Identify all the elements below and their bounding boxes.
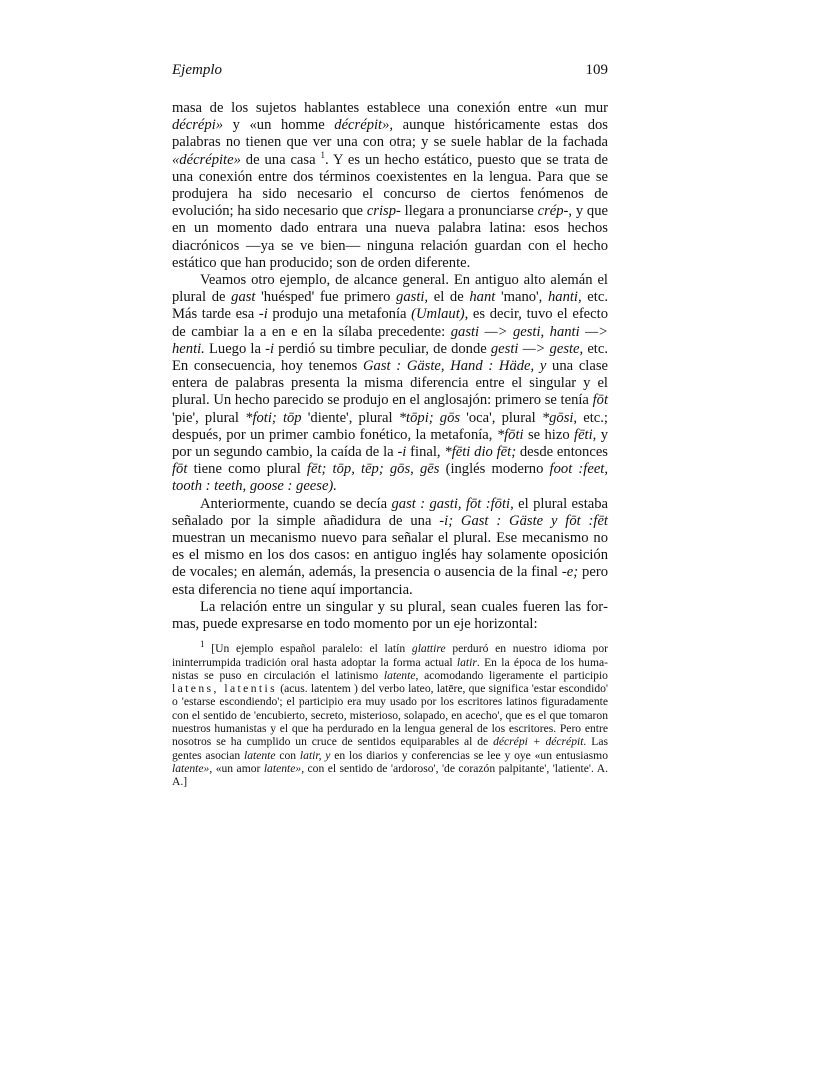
italic-term: fōt: [592, 392, 608, 409]
italic-term: foot :feet, tooth : teeth, goose : geese).: [172, 461, 608, 495]
italic-term: fōt: [172, 461, 188, 478]
italic-term: Gast : Gäste, Hand : Häde, y: [362, 358, 547, 375]
text: 'mano',: [495, 289, 548, 306]
running-title: Ejemplo: [172, 62, 222, 78]
spaced-term: latens, latentis: [172, 682, 278, 696]
italic-term: crisp-: [366, 203, 401, 220]
text: 'pie', plural: [172, 409, 246, 426]
italic-term: *foti; tōp: [245, 409, 302, 426]
text: en los diarios y conferencias se lee y oye «un entusiasmo: [330, 748, 608, 762]
text: final,: [406, 444, 445, 461]
text: masa de los sujetos hablantes establece una conexión entre «un mur: [172, 100, 608, 116]
text: Veamos otro ejemplo, de alcance general. En antiguo alto alemán el plural de: [172, 272, 608, 306]
italic-term: gasti,: [396, 289, 429, 306]
paragraph-4: [172, 599, 608, 633]
italic-term: décrépi + décrépit.: [493, 735, 587, 749]
text: una clase entera de palabras presenta la misma diferencia entre el singular y el plural. Un hecho parecido se produjo en el anglosajón: primero se tenía: [172, 358, 609, 409]
italic-term: latente: [244, 748, 276, 762]
italic-term: décrépit»,: [334, 117, 394, 134]
text: se hizo: [523, 426, 575, 443]
italic-term: latente: [383, 668, 416, 682]
text: La relación entre un singular y su plural, sean cuales fueren las formas, puede expresarse en todo momento por un eje horizontal:: [172, 598, 608, 633]
text: es decir, tuvo el efecto de cambiar la a en e en la sílaba precedente:: [172, 306, 608, 340]
text: de una casa: [240, 151, 321, 168]
text: , con el sentido de 'ardoroso', 'de corazón palpitante', 'latiente'. A. A.]: [172, 761, 608, 789]
text: el plural estaba señalado por la simple añadidura de una: [172, 495, 609, 529]
italic-term: -e;: [561, 564, 579, 581]
italic-term: gasti —> gesti, hanti —> henti.: [172, 323, 608, 357]
italic-term: latir, y: [299, 748, 331, 762]
italic-term: -i: [258, 306, 268, 323]
text: etc. En consecuencia, hoy tenemos: [172, 340, 608, 375]
body-text: [172, 100, 608, 633]
footnote-1: [172, 639, 609, 789]
page-number: 109: [585, 62, 608, 78]
text: con: [275, 748, 300, 762]
text: aunque históricamente estas dos palabras no tienen que ver una con otra; y se suele hablar de la fachada: [172, 117, 608, 151]
text: , acomodando ligeramente el participio: [415, 668, 608, 682]
text: . Y es un hecho estático, puesto que se trata de una conexión entre dos términos coexistentes en la lengua. Para que se produjera ha sido necesario el concurso de ciertos fenómenos de evolución; ha sido necesario que: [172, 151, 608, 220]
footnote-reference[interactable]: 1: [320, 149, 325, 160]
text: perdió su timbre peculiar, de donde: [274, 340, 491, 357]
text: , y por un segundo cambio, la caída de la: [172, 426, 608, 461]
italic-term: hant: [469, 289, 496, 306]
text: el de: [428, 289, 470, 306]
text: (inglés moderno: [439, 461, 550, 478]
text: muestran un mecanismo nuevo para señalar el plural. Ese mecanismo no es el mismo en los dos casos: en antiguo inglés hay solamente oposición de vocales; en alemán, además, la presencia o ausencia de la final: [172, 530, 608, 581]
italic-term: *tōpi; gōs: [398, 409, 461, 426]
italic-term: fēti: [574, 426, 593, 443]
text: 'huésped' fue primero: [255, 289, 397, 306]
text: 'oca', plural: [460, 409, 542, 426]
book-page: [172, 62, 608, 789]
text: Las gentes asocian: [172, 735, 608, 762]
paragraph-1: [172, 100, 608, 272]
text: , «un amor: [209, 761, 264, 775]
italic-term: «décrépite»: [172, 151, 241, 168]
text: , y que en un momento dado entrara una nueva palabra latina: esos hechos diacrónicos —ya se ve bien— ninguna relación guardan con el hecho estático que han producido; son de orden diferente.: [172, 203, 608, 271]
italic-term: -i; Gast : Gäste y fōt :fēt: [439, 512, 608, 529]
text: tiene como plural: [187, 461, 307, 478]
italic-term: crép-: [537, 203, 569, 220]
text: Luego la: [204, 340, 266, 357]
italic-term: *gōsi,: [541, 409, 578, 426]
text: . En la época de los humanistas se puso en circulación el latinismo: [172, 655, 608, 682]
text: Anteriormente, cuando se decía: [200, 495, 392, 512]
running-head: [172, 62, 608, 84]
text: etc.; después, por un primer cambio fonético, la metafonía,: [172, 409, 608, 443]
italic-term: latir: [456, 655, 477, 669]
text: llegara a pronunciarse: [400, 203, 538, 220]
italic-term: *fōti: [496, 426, 524, 443]
paragraph-2: [172, 272, 608, 496]
footnote-marker: 1: [200, 639, 205, 650]
footnote: [172, 639, 609, 789]
paragraph-3: [172, 496, 608, 599]
italic-term: gast : gasti, fōt :fōti,: [391, 495, 514, 512]
text: y «un homme: [223, 117, 335, 134]
italic-term: fēt; tōp, tēp; gōs, gēs: [306, 461, 440, 478]
italic-term: -i: [265, 340, 275, 357]
italic-term: latente»: [172, 761, 210, 775]
text: desde entonces: [516, 444, 608, 461]
italic-term: décrépi»: [172, 117, 224, 134]
italic-term: (Umlaut),: [411, 306, 469, 323]
italic-term: gast: [231, 289, 256, 306]
italic-term: hanti,: [547, 289, 582, 306]
text: [Un ejemplo español paralelo: el latín: [204, 642, 412, 656]
text: (acus. latentem ) del verbo lateo, latēre, que significa 'estar escondido' o 'estarse escondiendo'; el participio era muy usado por los escritores latinos figuradamente con el sentido de 'encubierto, secreto, misterioso, solapado, en acecho', que es el que tomaron nuestros humanistas y el que ha perdurado en la lengua general de los escritores. Pero entre nosotros se ha cumplido un cruce de sentidos equiparables al de: [172, 682, 608, 749]
text: pero esta diferencia no tiene aquí importancia.: [172, 564, 608, 598]
text: perduró en nuestro idioma por ininterrumpida tradición oral hasta adoptar la forma actual: [172, 642, 609, 669]
italic-term: glattire: [411, 642, 446, 656]
text: 'diente', plural: [301, 409, 399, 426]
italic-term: gesti —> geste,: [490, 340, 584, 357]
text: etc. Más tarde esa: [172, 289, 608, 323]
text: produjo una metafonía: [267, 306, 412, 323]
italic-term: -i: [397, 444, 407, 461]
italic-term: *fēti dio fēt;: [444, 444, 517, 461]
italic-term: latente»: [263, 761, 302, 775]
